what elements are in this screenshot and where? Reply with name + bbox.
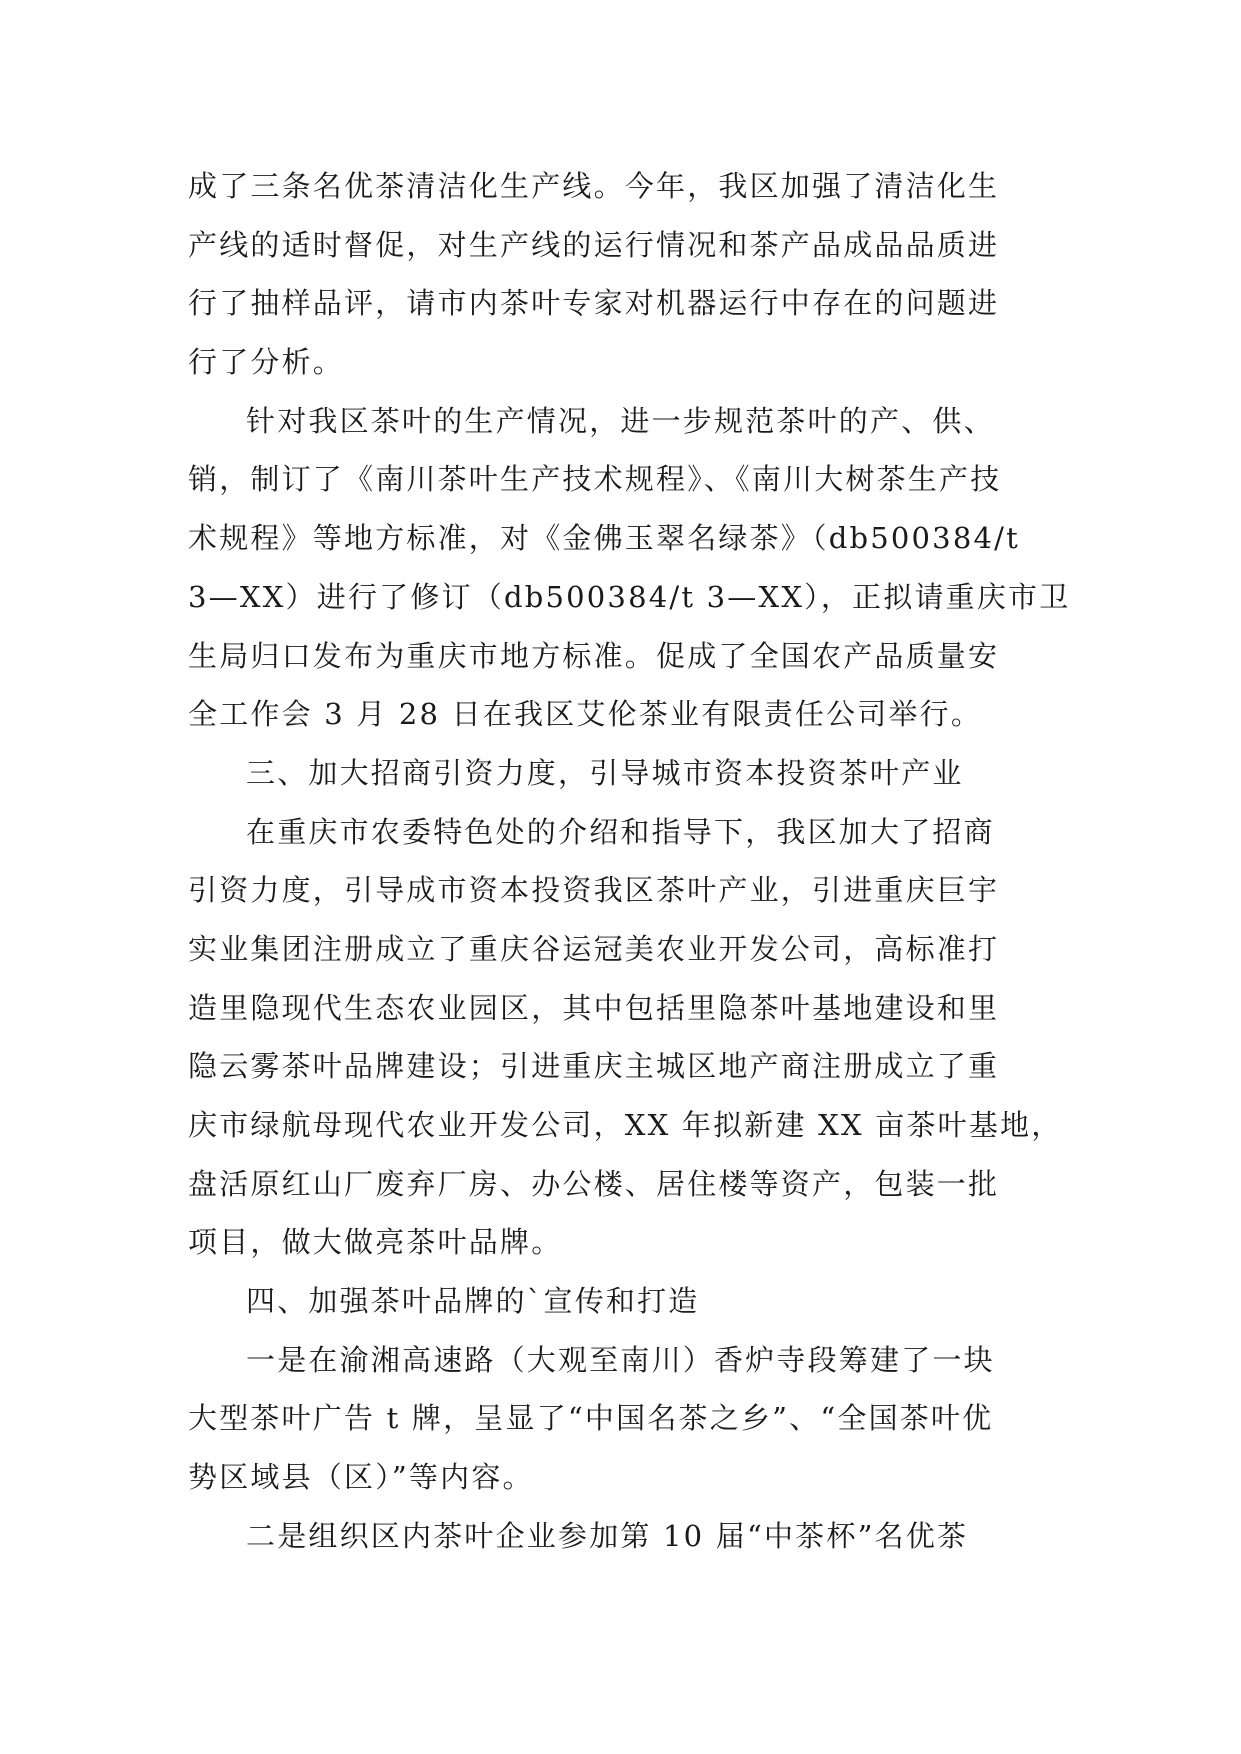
text-line: 行了分析。 xyxy=(188,345,345,380)
text-line: 庆市绿航母现代农业开发公司，XX 年拟新建 XX 亩茶叶基地， xyxy=(188,1108,1063,1142)
paragraph-start-line: 在重庆市农委特色处的介绍和指导下，我区加大了招商 xyxy=(246,814,995,849)
body-text xyxy=(188,157,1071,1566)
text-line: 3—XX）进行了修订（db500384/t 3—XX），正拟请重庆市卫 xyxy=(188,579,1071,614)
text-line: 盘活原红山厂废弃厂房、办公楼、居住楼等资产，包装一批 xyxy=(188,1166,1000,1201)
text-line: 生局归口发布为重庆市地方标准。促成了全国农产品质量安 xyxy=(188,638,1000,673)
text-line: 势区域县（区）”等内容。 xyxy=(188,1460,534,1495)
text-line: 项目，做大做亮茶叶品牌。 xyxy=(188,1225,563,1260)
text-line: 造里隐现代生态农业园区，其中包括里隐茶叶基地建设和里 xyxy=(188,990,1000,1025)
text-line: 隐云雾茶叶品牌建设；引进重庆主城区地产商注册成立了重 xyxy=(188,1049,1000,1084)
text-line: 产线的适时督促，对生产线的运行情况和茶产品成品品质进 xyxy=(188,227,1000,262)
text-line: 实业集团注册成立了重庆谷运冠美农业开发公司，高标准打 xyxy=(188,931,1000,966)
text-line: 成了三条名优茶清洁化生产线。今年，我区加强了清洁化生 xyxy=(188,169,1000,203)
paragraph-start-line: 一是在渝湘高速路（大观至南川）香炉寺段筹建了一块 xyxy=(246,1342,995,1377)
section-heading-3: 三、加大招商引资力度，引导城市资本投资茶叶产业 xyxy=(246,755,964,790)
text-line: 大型茶叶广告 t 牌，呈显了“中国名茶之乡”、“全国茶叶优 xyxy=(188,1401,994,1436)
text-line: 销，制订了《南川茶叶生产技术规程》、《南川大树茶生产技 xyxy=(188,462,1002,497)
section-heading-4: 四、加强茶叶品牌的`宣传和打造 xyxy=(246,1284,700,1319)
text-line: 术规程》等地方标准，对《金佛玉翠名绿茶》（db500384/t xyxy=(188,521,1020,556)
text-line: 全工作会 3 月 28 日在我区艾伦茶业有限责任公司举行。 xyxy=(188,697,983,732)
text-line: 行了抽样品评，请市内茶叶专家对机器运行中存在的问题进 xyxy=(188,286,1000,321)
paragraph-start-line: 针对我区茶叶的生产情况，进一步规范茶叶的产、供、 xyxy=(246,403,995,438)
text-line: 引资力度，引导成市资本投资我区茶叶产业，引进重庆巨宇 xyxy=(188,873,1000,908)
paragraph-start-line: 二是组织区内茶叶企业参加第 10 届“中茶杯”名优茶 xyxy=(246,1518,969,1553)
